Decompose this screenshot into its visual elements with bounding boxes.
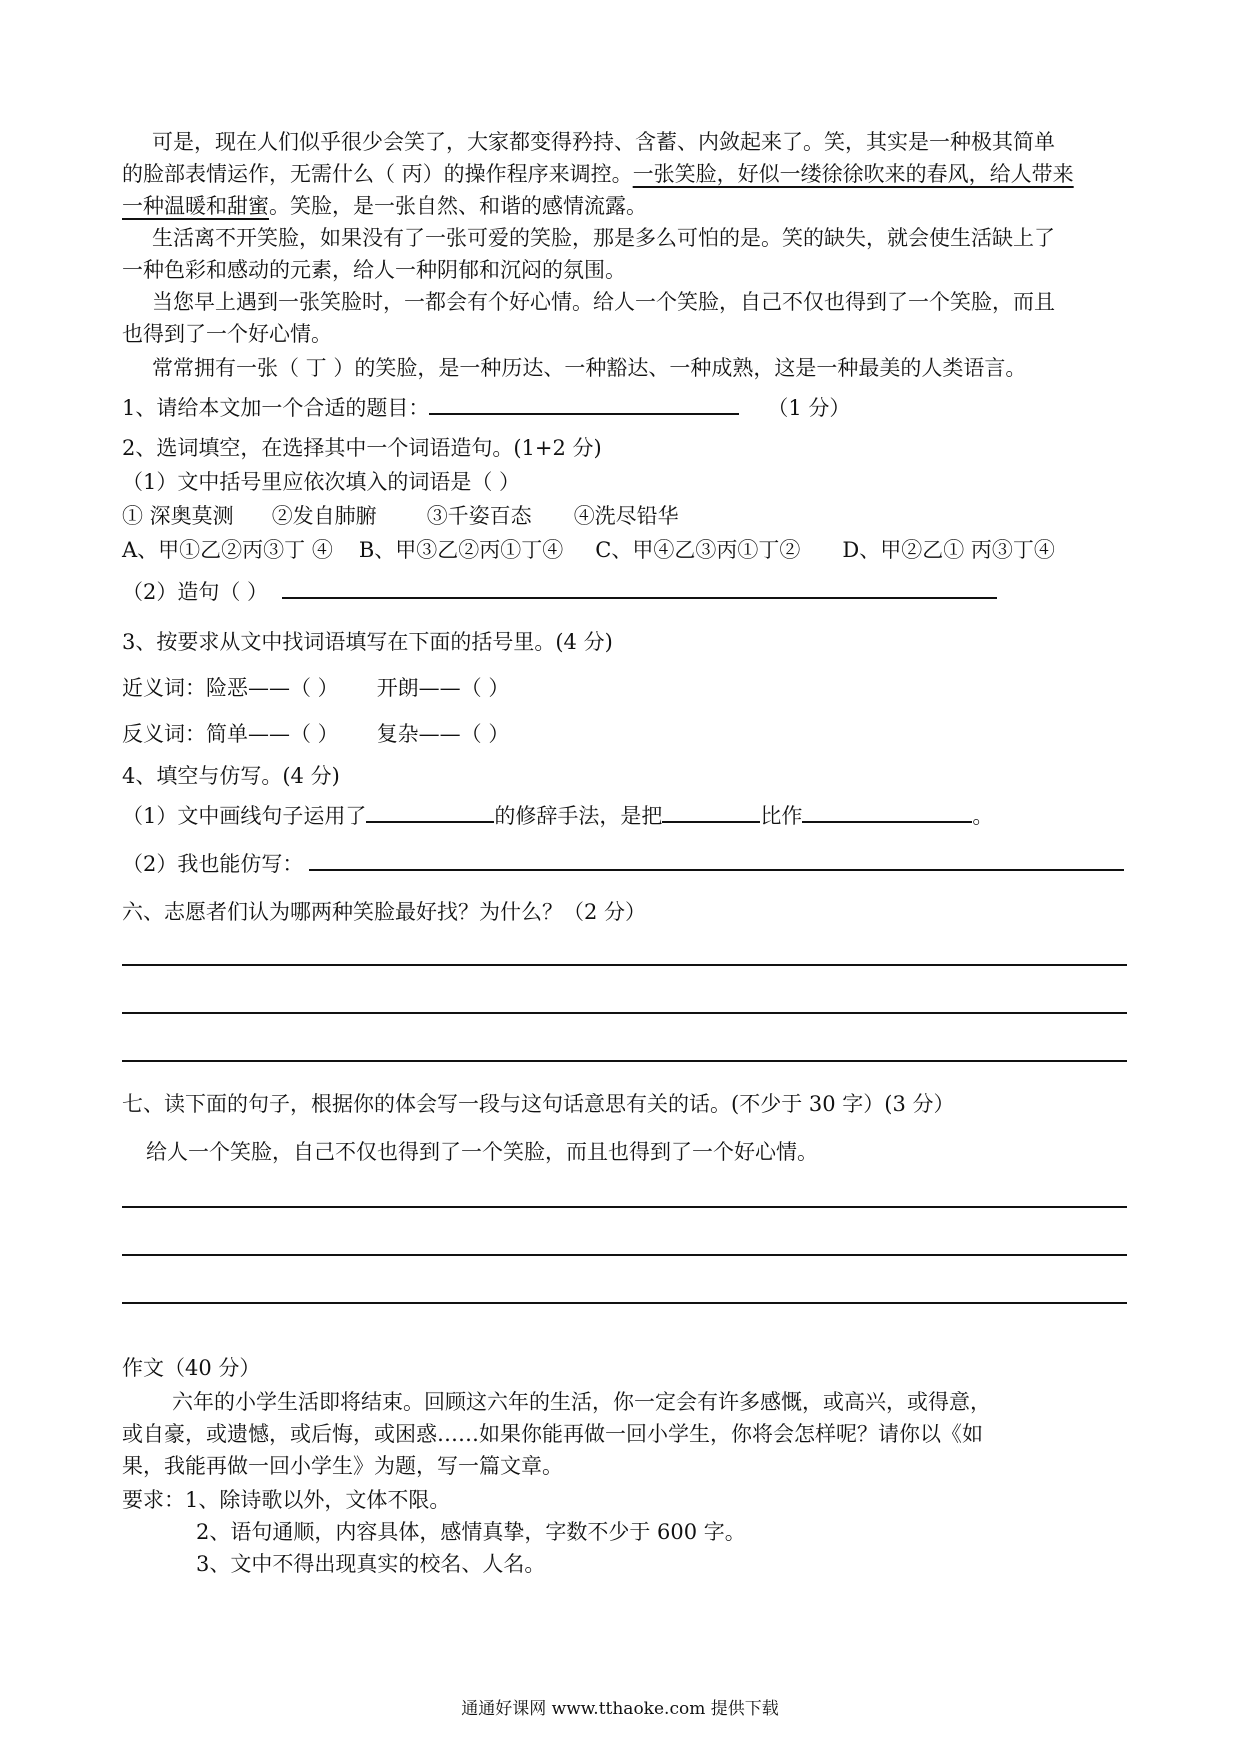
essay-prompt-line: 或自豪，或遗憾，或后悔，或困惑……如果你能再做一回小学生，你将会怎样呢？请你以《如 [122, 1422, 983, 1446]
passage-line: 一种色彩和感动的元素，给人一种阴郁和沉闷的氛围。 [122, 258, 626, 282]
question-text: 1、请给本文加一个合适的题目： [122, 396, 430, 420]
answer-choice-b[interactable]: B、甲③乙②丙①丁④ [358, 538, 564, 562]
question-7: 七、读下面的句子，根据你的体会写一段与这句话意思有关的话。(不少于 30 字）(3 分） [122, 1092, 955, 1116]
synonym-field[interactable]: 近义词：险恶——（ ） [122, 676, 339, 700]
synonym-field[interactable]: 开朗——（ ） [376, 676, 510, 700]
antonym-field[interactable]: 反义词：简单——（ ） [122, 722, 339, 746]
word-option: ②发自肺腑 [271, 504, 377, 528]
passage-line [122, 190, 647, 220]
answer-line[interactable] [122, 1302, 1127, 1304]
sentence-answer-blank[interactable] [282, 579, 997, 599]
essay-prompt-line: 果，我能再做一回小学生》为题，写一篇文章。 [122, 1454, 563, 1478]
passage-line: 常常拥有一张（ 丁 ）的笑脸，是一种历达、一种豁达、一种成熟，这是一种最美的人类语言。 [152, 356, 1027, 380]
word-option: ④洗尽铅华 [573, 504, 679, 528]
question-2: 2、选词填空，在选择其中一个词语造句。(1+2 分) [122, 436, 602, 460]
passage-line [122, 158, 1074, 188]
word-options [122, 500, 679, 530]
rhetoric-blank[interactable] [366, 803, 494, 823]
passage-text: 。笑脸，是一张自然、和谐的感情流露。 [269, 194, 647, 218]
synonym-row [122, 672, 509, 702]
passage-line: 可是，现在人们似乎很少会笑了，大家都变得矜持、含蓄、内敛起来了。笑，其实是一种极其简单 [152, 130, 1055, 154]
title-answer-blank[interactable] [429, 395, 739, 415]
question-text: 比作 [760, 804, 803, 828]
essay-requirement: 2、语句通顺，内容具体，感情真挚，字数不少于 600 字。 [196, 1520, 746, 1544]
antonym-row [122, 718, 509, 748]
compared-blank[interactable] [662, 803, 760, 823]
passage-line: 也得到了一个好心情。 [122, 322, 332, 346]
passage-line: 生活离不开笑脸，如果没有了一张可爱的笑脸，那是多么可怕的是。笑的缺失，就会使生活缺上了 [152, 226, 1055, 250]
answer-line[interactable] [122, 1060, 1127, 1062]
question-2-sub1: （1）文中括号里应依次填入的词语是（ ） [122, 470, 521, 494]
answer-choices [122, 534, 1055, 564]
answer-line[interactable] [122, 1012, 1127, 1014]
passage-text: 的脸部表情运作，无需什么（ 丙）的操作程序来调控。 [122, 162, 633, 186]
essay-requirement: 要求：1、除诗歌以外，文体不限。 [122, 1488, 451, 1512]
essay-prompt-line: 六年的小学生活即将结束。回顾这六年的生活，你一定会有许多感慨，或高兴，或得意， [172, 1390, 991, 1414]
question-text: （2）造句（ ） [122, 580, 269, 604]
question-2-sub2 [122, 576, 997, 606]
answer-line[interactable] [122, 964, 1127, 966]
question-text: （2）我也能仿写： [122, 852, 304, 876]
essay-title: 作文（40 分） [122, 1356, 261, 1380]
underlined-sentence: 一种温暖和甜蜜 [122, 194, 269, 218]
answer-choice-c[interactable]: C、甲④乙③丙①丁② [595, 538, 801, 562]
answer-line[interactable] [122, 1206, 1127, 1208]
essay-requirement: 3、文中不得出现真实的校名、人名。 [196, 1552, 546, 1576]
question-text: 的修辞手法，是把 [494, 804, 663, 828]
question-score: （1 分） [767, 396, 851, 420]
question-text: （1）文中画线句子运用了 [122, 804, 367, 828]
compared-to-blank[interactable] [802, 803, 972, 823]
question-4-sub2 [122, 848, 1124, 878]
passage-line: 当您早上遇到一张笑脸时，一都会有个好心情。给人一个笑脸，自己不仅也得到了一个笑脸，而且 [152, 290, 1055, 314]
question-4: 4、填空与仿写。(4 分) [122, 764, 340, 788]
imitation-blank[interactable] [309, 851, 1124, 871]
word-option: ③千姿百态 [426, 504, 532, 528]
word-option: ① 深奥莫测 [122, 504, 234, 528]
question-4-sub1 [122, 800, 993, 830]
answer-choice-d[interactable]: D、甲②乙① 丙③丁④ [842, 538, 1055, 562]
antonym-field[interactable]: 复杂——（ ） [376, 722, 510, 746]
page-footer: 通通好课网 www.tthaoke.com 提供下载 [461, 1699, 779, 1719]
question-1 [122, 392, 850, 422]
question-3: 3、按要求从文中找词语填写在下面的括号里。(4 分) [122, 630, 613, 654]
answer-line[interactable] [122, 1254, 1127, 1256]
question-6: 六、志愿者们认为哪两种笑脸最好找？为什么？（2 分） [122, 900, 647, 924]
underlined-sentence: 一张笑脸，好似一缕徐徐吹来的春风，给人带来 [632, 162, 1074, 186]
answer-choice-a[interactable]: A、甲①乙②丙③丁 ④ [122, 538, 333, 562]
question-7-quote: 给人一个笑脸，自己不仅也得到了一个笑脸，而且也得到了一个好心情。 [146, 1140, 818, 1164]
question-text: 。 [972, 804, 994, 828]
